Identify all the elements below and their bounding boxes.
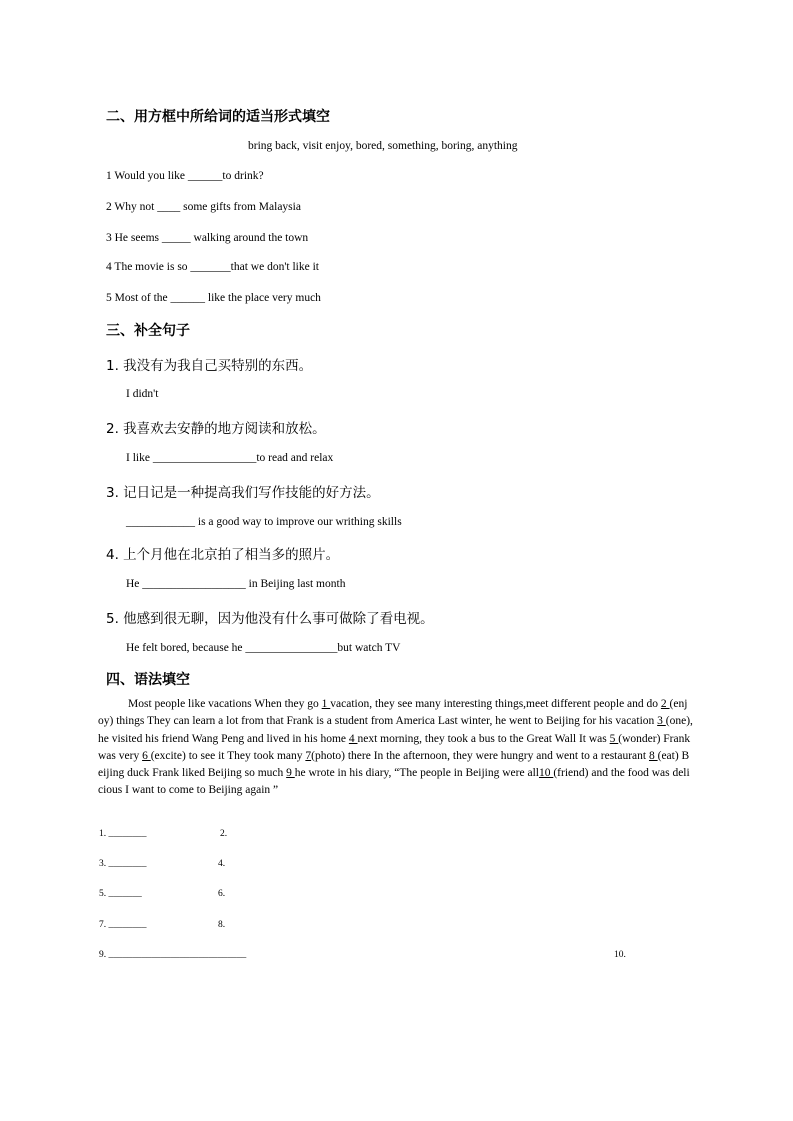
blank-4: 4 [348, 732, 358, 745]
passage-text: vacation, they see many interesting things,meet different people and do [330, 698, 661, 710]
section-3-heading: 三、补全句子 [106, 323, 190, 339]
fill-item-4: 4 The movie is so _______that we don't like it [106, 261, 319, 273]
passage-text: Most people like vacations When they go [128, 698, 322, 710]
passage-text: (photo) there In the afternoon, they were hungry and went to a restaurant [311, 749, 649, 762]
fill-item-2: 2 Why not ____ some gifts from Malaysia [106, 201, 301, 213]
answer-5: 5. _______ [99, 889, 142, 899]
passage-text: (enjoy) things They can learn a lot from that Frank is a student from America Last winter, he went to Beijing for his vacation [98, 698, 688, 728]
passage-text: next morning, they took a bus to the Great Wall It was [357, 732, 610, 745]
fill-item-1: 1 Would you like ______to drink? [106, 170, 264, 182]
answer-4: 4. [218, 859, 226, 869]
sentence-5-english: He felt bored, because he ________________but watch TV [126, 642, 401, 654]
answer-2: 2. [220, 829, 228, 839]
sentence-5-chinese: 5. 他感到很无聊，因为他没有什么事可做除了看电视。 [106, 611, 434, 627]
sentence-3-english: ____________ is a good way to improve our writhing skills [126, 516, 402, 528]
sentence-1-chinese: 1. 我没有为我自己买特别的东西。 [106, 358, 313, 374]
passage-text: (wonder) Frank was very [98, 732, 691, 762]
sentence-4-chinese: 4. 上个月他在北京拍了相当多的照片。 [106, 547, 340, 563]
blank-1: 1 [321, 698, 331, 710]
sentence-2-chinese: 2. 我喜欢去安静的地方阅读和放松。 [106, 421, 326, 437]
blank-9: 9 [286, 767, 295, 780]
answer-10: 10. [614, 950, 626, 960]
blank-8: 8 [648, 749, 658, 762]
answer-8: 8. [218, 920, 226, 930]
passage-text: (one), he visited his friend Wang Peng and lived in his home [98, 715, 693, 745]
answer-9: 9. _____________________________ [99, 950, 247, 960]
grammar-passage [98, 696, 693, 800]
answer-3: 3. ________ [99, 859, 147, 869]
fill-item-5: 5 Most of the ______ like the place very much [106, 292, 321, 304]
blank-2: 2 [660, 698, 670, 710]
sentence-1-english: I didn't [126, 388, 159, 400]
passage-text: (excite) to see it They took many [150, 749, 306, 762]
answer-7: 7. ________ [99, 920, 147, 930]
blank-5: 5 [609, 732, 619, 745]
section-2-heading: 二、用方框中所给词的适当形式填空 [106, 109, 330, 125]
word-box: bring back, visit enjoy, bored, something, boring, anything [248, 140, 518, 152]
section-4-heading: 四、语法填空 [106, 672, 190, 688]
blank-10: 10 [538, 767, 554, 780]
passage-text: (friend) and the food was delicious I want to come to Beijing again ” [98, 767, 690, 797]
blank-3: 3 [657, 715, 666, 728]
sentence-3-chinese: 3. 记日记是一种提高我们写作技能的好方法。 [106, 485, 380, 501]
blank-7: 7 [305, 749, 312, 762]
blank-6: 6 [142, 749, 151, 762]
passage-text: he wrote in his diary, “The people in Beijing were all [294, 767, 539, 780]
answer-1: 1. ________ [99, 829, 147, 839]
fill-item-3: 3 He seems _____ walking around the town [106, 232, 309, 244]
sentence-2-english: I like __________________to read and relax [126, 452, 334, 464]
passage-text: (eat) Beijing duck Frank liked Beijing so much [98, 749, 690, 780]
answer-6: 6. [218, 889, 226, 899]
sentence-4-english: He __________________ in Beijing last month [126, 578, 346, 590]
